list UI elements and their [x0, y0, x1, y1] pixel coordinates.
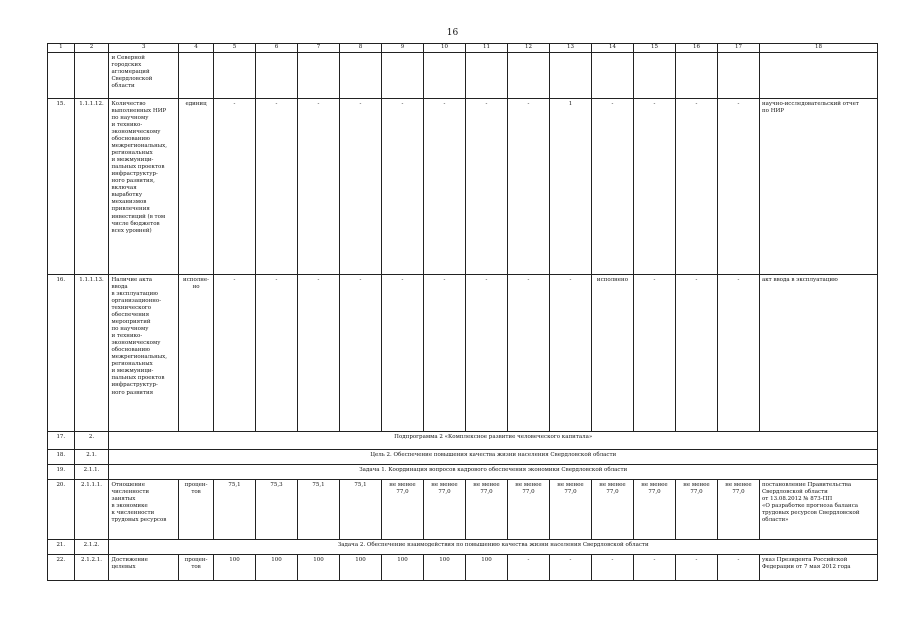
table-cell: -	[297, 275, 339, 432]
table-cell: -	[465, 99, 507, 275]
table-cell: 1.1.1.13.	[74, 275, 109, 432]
table-cell: -	[549, 275, 591, 432]
table-cell: 2.1.2.1.	[74, 555, 109, 581]
table-cell: -	[633, 275, 675, 432]
table-cell: -	[549, 555, 591, 581]
table-cell: не менее 77,0	[549, 480, 591, 540]
table-cell: -	[717, 555, 759, 581]
table-cell: -	[381, 99, 423, 275]
table-cell	[297, 53, 339, 99]
table-row	[48, 432, 878, 450]
table-cell	[48, 53, 75, 99]
table-row	[48, 450, 878, 465]
section-heading: Подпрограмма 2 «Комплексное развитие человеческого капитала»	[109, 432, 878, 450]
table-cell: 100	[381, 555, 423, 581]
column-number-10: 10	[423, 44, 465, 53]
table-cell: -	[675, 275, 717, 432]
table-cell	[213, 53, 255, 99]
column-number-7: 7	[297, 44, 339, 53]
table-cell	[549, 53, 591, 99]
table-cell: -	[717, 275, 759, 432]
table-cell: 100	[465, 555, 507, 581]
table-cell: не менее 77,0	[633, 480, 675, 540]
table-cell: -	[675, 555, 717, 581]
table-cell	[507, 53, 549, 99]
column-number-14: 14	[591, 44, 633, 53]
row-number: 21.	[48, 540, 75, 555]
column-number-1: 1	[48, 44, 75, 53]
row-number: 18.	[48, 450, 75, 465]
table-cell: 75,1	[297, 480, 339, 540]
table-cell: -	[339, 99, 381, 275]
table-cell	[591, 53, 633, 99]
table-row	[48, 275, 878, 432]
row-code: 2.1.2.	[74, 540, 109, 555]
table-cell: Наличие акта ввода в эксплуатацию организационно- технического обеспечения мероприятий по научному и технико- экономическому обоснованию межрегиональных, региональных и межмуници- пальных проектов инфраструктур- ного развития	[109, 275, 179, 432]
column-number-6: 6	[255, 44, 297, 53]
table-cell: не менее 77,0	[591, 480, 633, 540]
table-cell: исполне- но	[179, 275, 214, 432]
section-heading: Цель 2. Обеспечение повышения качества жизни населения Свердловской области	[109, 450, 878, 465]
table-cell: 16.	[48, 275, 75, 432]
table-cell: -	[507, 99, 549, 275]
table-cell: -	[633, 555, 675, 581]
table-cell: -	[591, 555, 633, 581]
column-number-4: 4	[179, 44, 214, 53]
table-cell	[465, 53, 507, 99]
table-cell	[339, 53, 381, 99]
table-cell: -	[213, 99, 255, 275]
table-cell: -	[675, 99, 717, 275]
indicators-table	[47, 43, 878, 581]
table-cell: 2.1.1.1.	[74, 480, 109, 540]
table-cell	[717, 53, 759, 99]
table-cell: единиц	[179, 99, 214, 275]
table-cell: -	[423, 275, 465, 432]
table-cell: 100	[213, 555, 255, 581]
table-cell: -	[633, 99, 675, 275]
table-cell: Количество выполненных НИР по научному и технико- экономическому обоснованию межрегиональных, региональных и межмуници- пальных проектов инфраструктур- ного развития, включая выработку механизмов привлечения инвестиций (в том числе бюджетов всех уровней)	[109, 99, 179, 275]
table-cell	[423, 53, 465, 99]
row-code: 2.1.	[74, 450, 109, 465]
table-cell: -	[717, 99, 759, 275]
column-number-3: 3	[109, 44, 179, 53]
table-cell: Отношение численности занятых в экономике к численности трудовых ресурсов	[109, 480, 179, 540]
table-cell: 75,1	[339, 480, 381, 540]
table-cell: не менее 77,0	[465, 480, 507, 540]
table-row	[48, 53, 878, 99]
column-number-2: 2	[74, 44, 109, 53]
table-cell: 1.1.1.12.	[74, 99, 109, 275]
section-heading: Задача 2. Обеспечение взаимодействия по повышению качества жизни населения Свердловской области	[109, 540, 878, 555]
table-cell: и Северной городских агломераций Свердловской области	[109, 53, 179, 99]
table-cell: указ Президента Российской Федерации от 7 мая 2012 года	[759, 555, 877, 581]
table-cell: -	[465, 275, 507, 432]
table-cell: научно-исследовательский отчет по НИР	[759, 99, 877, 275]
section-heading: Задача 1. Координация вопросов кадрового обеспечения экономики Свердловской области	[109, 465, 878, 480]
table-cell	[179, 53, 214, 99]
table-cell	[255, 53, 297, 99]
column-number-13: 13	[549, 44, 591, 53]
table-cell: -	[591, 99, 633, 275]
table-cell: 75,1	[213, 480, 255, 540]
table-cell: -	[213, 275, 255, 432]
table-cell: -	[255, 275, 297, 432]
table-cell: процен- тов	[179, 555, 214, 581]
table-cell: 15.	[48, 99, 75, 275]
table-row	[48, 99, 878, 275]
column-number-16: 16	[675, 44, 717, 53]
table-cell	[74, 53, 109, 99]
column-number-15: 15	[633, 44, 675, 53]
table-cell: 1	[549, 99, 591, 275]
table-cell: 20.	[48, 480, 75, 540]
table-cell: не менее 77,0	[423, 480, 465, 540]
table-cell: 75,3	[255, 480, 297, 540]
table-cell: -	[297, 99, 339, 275]
table-cell: 100	[297, 555, 339, 581]
table-cell: -	[255, 99, 297, 275]
table-row	[48, 465, 878, 480]
table-cell: 100	[255, 555, 297, 581]
table-cell: Достижение целевых	[109, 555, 179, 581]
table-cell: не менее 77,0	[381, 480, 423, 540]
table-cell: -	[339, 275, 381, 432]
table-cell: 22.	[48, 555, 75, 581]
table-row	[48, 540, 878, 555]
table-cell	[381, 53, 423, 99]
table-cell: -	[507, 555, 549, 581]
column-number-18: 18	[759, 44, 877, 53]
table-cell: постановление Правительства Свердловской области от 13.08.2012 № 873-ПП «О разработке прогноза баланса трудовых ресурсов Свердловской области»	[759, 480, 877, 540]
table-cell: не менее 77,0	[675, 480, 717, 540]
column-number-12: 12	[507, 44, 549, 53]
row-code: 2.	[74, 432, 109, 450]
row-number: 17.	[48, 432, 75, 450]
table-cell: не менее 77,0	[507, 480, 549, 540]
column-number-17: 17	[717, 44, 759, 53]
column-number-11: 11	[465, 44, 507, 53]
table-cell	[633, 53, 675, 99]
table-cell	[675, 53, 717, 99]
table-cell: -	[381, 275, 423, 432]
table-row	[48, 555, 878, 581]
table-cell: 100	[423, 555, 465, 581]
table-cell: 100	[339, 555, 381, 581]
table-cell: -	[507, 275, 549, 432]
table-cell: исполнено	[591, 275, 633, 432]
row-code: 2.1.1.	[74, 465, 109, 480]
table-cell: процен- тов	[179, 480, 214, 540]
table-cell: не менее 77,0	[717, 480, 759, 540]
column-number-8: 8	[339, 44, 381, 53]
table-cell: акт ввода в эксплуатацию	[759, 275, 877, 432]
table-cell: -	[423, 99, 465, 275]
row-number: 19.	[48, 465, 75, 480]
table-cell	[759, 53, 877, 99]
column-number-5: 5	[213, 44, 255, 53]
table-row	[48, 480, 878, 540]
header-row	[48, 44, 878, 53]
column-number-9: 9	[381, 44, 423, 53]
page-number: 16	[446, 28, 459, 38]
